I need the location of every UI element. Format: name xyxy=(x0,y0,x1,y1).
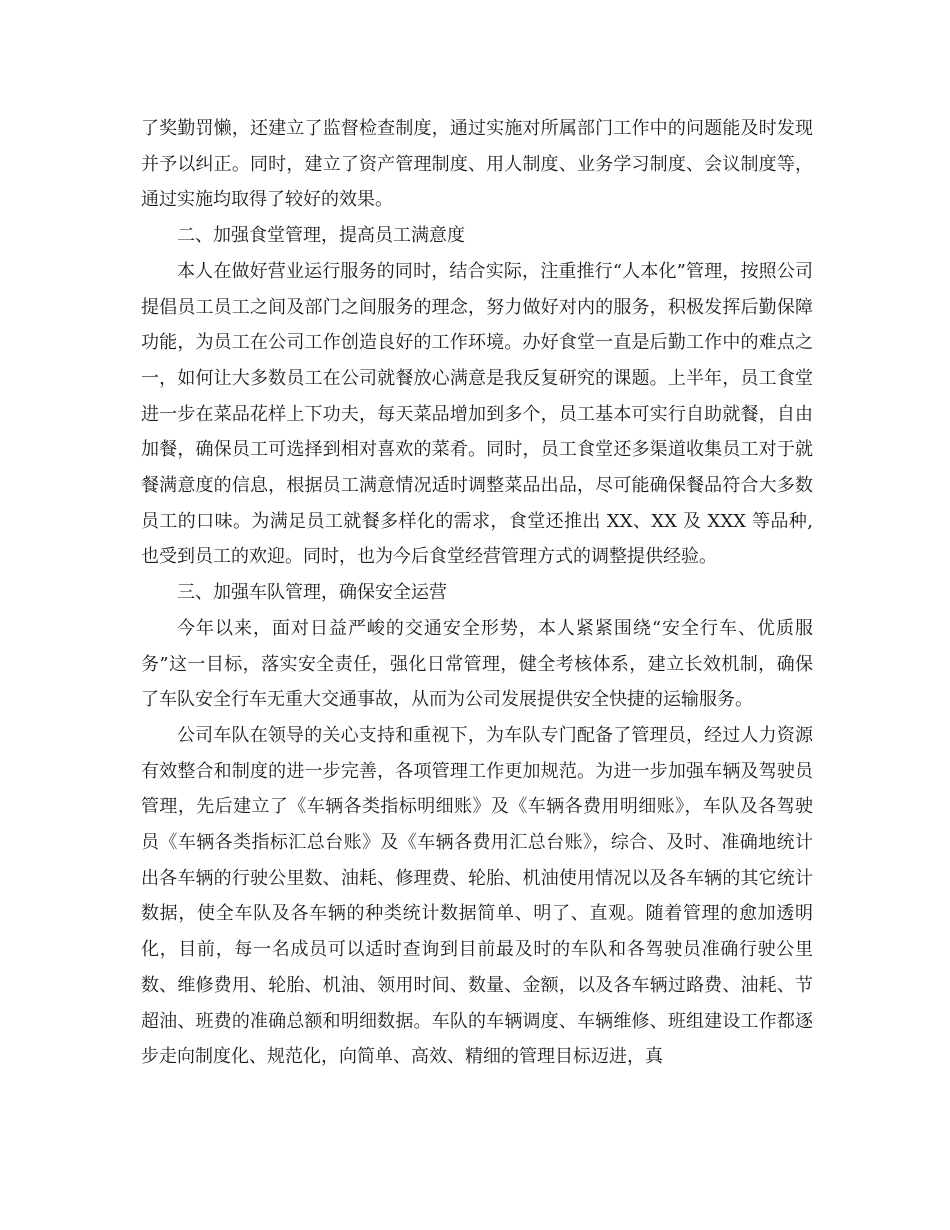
paragraph-canteen-management: 本人在做好营业运行服务的同时，结合实际，注重推行“人本化”管理，按照公司提倡员工员工之间及部门之间服务的理念，努力做好对内的服务，积极发挥后勤保障功能，为员工在公司工作创造良好的工作环境。办好食堂一直是后勤工作中的难点之一，如何让大多数员工在公司就餐放心满意是我反复研究的课题。上半年，员工食堂进一步在菜品花样上下功夫，每天菜品增加到多个，员工基本可实行自助就餐，自由加餐，确保员工可选择到相对喜欢的菜肴。同时，员工食堂还多渠道收集员工对于就餐满意度的信息，根据员工满意情况适时调整菜品出品，尽可能确保餐品符合大多数员工的口味。为满足员工就餐多样化的需求，食堂还推出 XX、XX 及 XXX 等品种,也受到员工的欢迎。同时，也为今后食堂经营管理方式的调整提供经验。 xyxy=(141,260,813,568)
section-heading-canteen: 二、加强食堂管理，提高员工满意度 xyxy=(177,225,465,247)
paragraph-continuation: 了奖勤罚懒，还建立了监督检查制度，通过实施对所属部门工作中的问题能及时发现并予以纠正。同时，建立了资产管理制度、用人制度、业务学习制度、会议制度等，通过实施均取得了较好的效果。 xyxy=(141,118,813,211)
document-body xyxy=(141,111,813,1075)
paragraph-fleet-management: 公司车队在领导的关心支持和重视下，为车队专门配备了管理员，经过人力资源有效整合和制度的进一步完善，各项管理工作更加规范。为进一步加强车辆及驾驶员管理，先后建立了《车辆各类指标明细账》及《车辆各费用明细账》，车队及各驾驶员《车辆各类指标汇总台账》及《车辆各费用汇总台账》，综合、及时、准确地统计出各车辆的行驶公里数、油耗、修理费、轮胎、机油使用情况以及各车辆的其它统计数据，使全车队及各车辆的种类统计数据简单、明了、直观。随着管理的愈加透明化，目前，每一名成员可以适时查询到目前最及时的车队和各驾驶员准确行驶公里数、维修费用、轮胎、机油、领用时间、数量、金额，以及各车辆过路费、油耗、节超油、班费的准确总额和明细数据。车队的车辆调度、车辆维修、班组建设工作都逐步走向制度化、规范化，向简单、高效、精细的管理目标迈进，真 xyxy=(141,724,813,1068)
section-heading-fleet: 三、加强车队管理，确保安全运营 xyxy=(177,582,447,604)
paragraph-traffic-safety: 今年以来，面对日益严峻的交通安全形势，本人紧紧围绕“安全行车、优质服务”这一目标，落实安全责任，强化日常管理，健全考核体系，建立长效机制，确保了车队安全行车无重大交通事故，从而为公司发展提供安全快捷的运输服务。 xyxy=(141,617,813,711)
